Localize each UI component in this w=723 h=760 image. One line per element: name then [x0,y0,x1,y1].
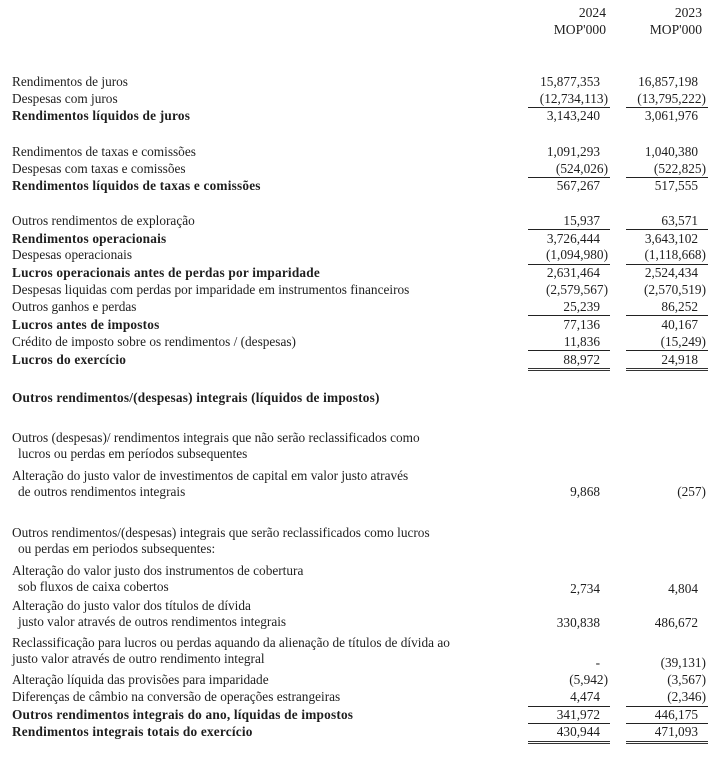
value-2023: 63,571 [661,213,698,228]
value-2024: 2,734 [570,581,600,596]
row-label: Rendimentos líquidos de taxas e comissões [12,178,261,193]
value-2024: - [595,655,600,670]
value-2023: 1,040,380 [644,144,698,159]
subtotal-rule [528,315,610,316]
year-2024: 2024 [578,5,606,20]
value-2024: 11,836 [563,334,600,349]
row-label: Outros rendimentos integrais do ano, líquidas de impostos [12,707,354,722]
subtotal-rule [626,229,708,230]
row-label: Crédito de imposto sobre os rendimentos / (despesas) [12,334,296,349]
value-2024: 3,726,444 [546,231,600,246]
row-label: Rendimentos líquidos de juros [12,108,191,123]
value-2023: (3,567) [667,672,706,687]
value-2024: (2,579,567) [545,282,608,297]
row-label: Reclassificação para lucros ou perdas aquando da alienação de títulos de dívida ao justo valor através de outro rendimento integral [12,635,450,666]
value-2024: 330,838 [556,615,600,630]
value-2024: 88,972 [563,352,600,367]
value-2024: 15,877,353 [540,74,600,89]
value-2023: (39,131) [660,655,706,670]
subtotal-rule [626,350,708,351]
total-double-rule [626,368,708,371]
total-double-rule [528,741,610,744]
value-2023: (1,118,668) [644,247,706,262]
subheading-label: Outros rendimentos/(despesas) integrais que serão reclassificados como lucros ou perdas em periodos subsequentes: [12,525,430,556]
value-2024: (12,734,113) [539,91,608,106]
value-2023: 86,252 [661,299,698,314]
year-2023: 2023 [674,5,702,20]
value-2023: 3,643,102 [644,231,698,246]
value-2024: 25,239 [563,299,600,314]
row-label: Lucros antes de impostos [12,317,160,332]
row-label: Rendimentos de taxas e comissões [12,144,196,159]
value-2024: 567,267 [556,178,600,193]
value-2024: 9,868 [570,484,600,499]
subtotal-rule [626,315,708,316]
value-2024: (1,094,980) [545,247,608,262]
section-title: Outros rendimentos/(despesas) integrais (líquidos de impostos) [12,390,380,405]
value-2023: 471,093 [654,724,698,739]
row-label: Lucros do exercício [12,352,127,367]
value-2024: 430,944 [556,724,600,739]
value-2024: 4,474 [570,689,600,704]
value-2024: 15,937 [563,213,600,228]
value-2023: 24,918 [661,352,698,367]
total-double-rule [528,368,610,371]
row-label: Rendimentos de juros [12,74,128,89]
value-2023: 517,555 [654,178,698,193]
row-label: Outros ganhos e perdas [12,299,137,314]
total-double-rule [626,741,708,744]
row-label: Despesas com taxas e comissões [12,161,186,176]
subtotal-rule [528,229,610,230]
value-2023: 486,672 [654,615,698,630]
value-2023: (13,795,222) [637,91,706,106]
row-label: Lucros operacionais antes de perdas por imparidade [12,265,320,280]
value-2024: (5,942) [569,672,608,687]
value-2023: (2,346) [667,689,706,704]
column-header-2023 [628,4,702,38]
value-2023: 446,175 [654,707,698,722]
column-header-2024 [530,4,606,38]
value-2023: 2,524,434 [644,265,698,280]
value-2023: 40,167 [661,317,698,332]
row-label: Alteração líquida das provisões para imparidade [12,672,269,687]
row-label: Rendimentos operacionais [12,231,167,246]
value-2023: 4,804 [668,581,698,596]
row-label: Rendimentos integrais totais do exercício [12,724,253,739]
value-2024: 3,143,240 [546,108,600,123]
value-2023: 3,061,976 [644,108,698,123]
value-2023: (522,825) [653,161,706,176]
row-label: Alteração do justo valor de investimentos de capital em valor justo através de outros rendimentos integrais [12,468,409,499]
unit-2023: MOP'000 [649,22,702,37]
value-2024: 341,972 [556,707,600,722]
value-2024: 1,091,293 [546,144,600,159]
row-label: Despesas operacionais [12,247,132,262]
subtotal-rule [528,350,610,351]
row-label: Alteração do justo valor dos títulos de dívida justo valor através de outros rendimentos integrais [12,598,287,629]
value-2023: (257) [677,484,706,499]
row-label: Outros rendimentos de exploração [12,213,195,228]
value-2023: (2,570,519) [643,282,706,297]
row-label: Alteração do valor justo dos instrumentos de cobertura sob fluxos de caixa cobertos [12,563,304,594]
value-2024: 2,631,464 [546,265,600,280]
row-label: Diferenças de câmbio na conversão de operações estrangeiras [12,689,341,704]
value-2024: 77,136 [563,317,600,332]
subheading-label: Outros (despesas)/ rendimentos integrais que não serão reclassificados como lucros ou perdas em períodos subsequentes [12,430,420,461]
value-2024: (524,026) [555,161,608,176]
row-label: Despesas com juros [12,91,118,106]
value-2023: 16,857,198 [638,74,698,89]
unit-2024: MOP'000 [553,22,606,37]
row-label: Despesas liquidas com perdas por imparidade em instrumentos financeiros [12,282,410,297]
value-2023: (15,249) [660,334,706,349]
